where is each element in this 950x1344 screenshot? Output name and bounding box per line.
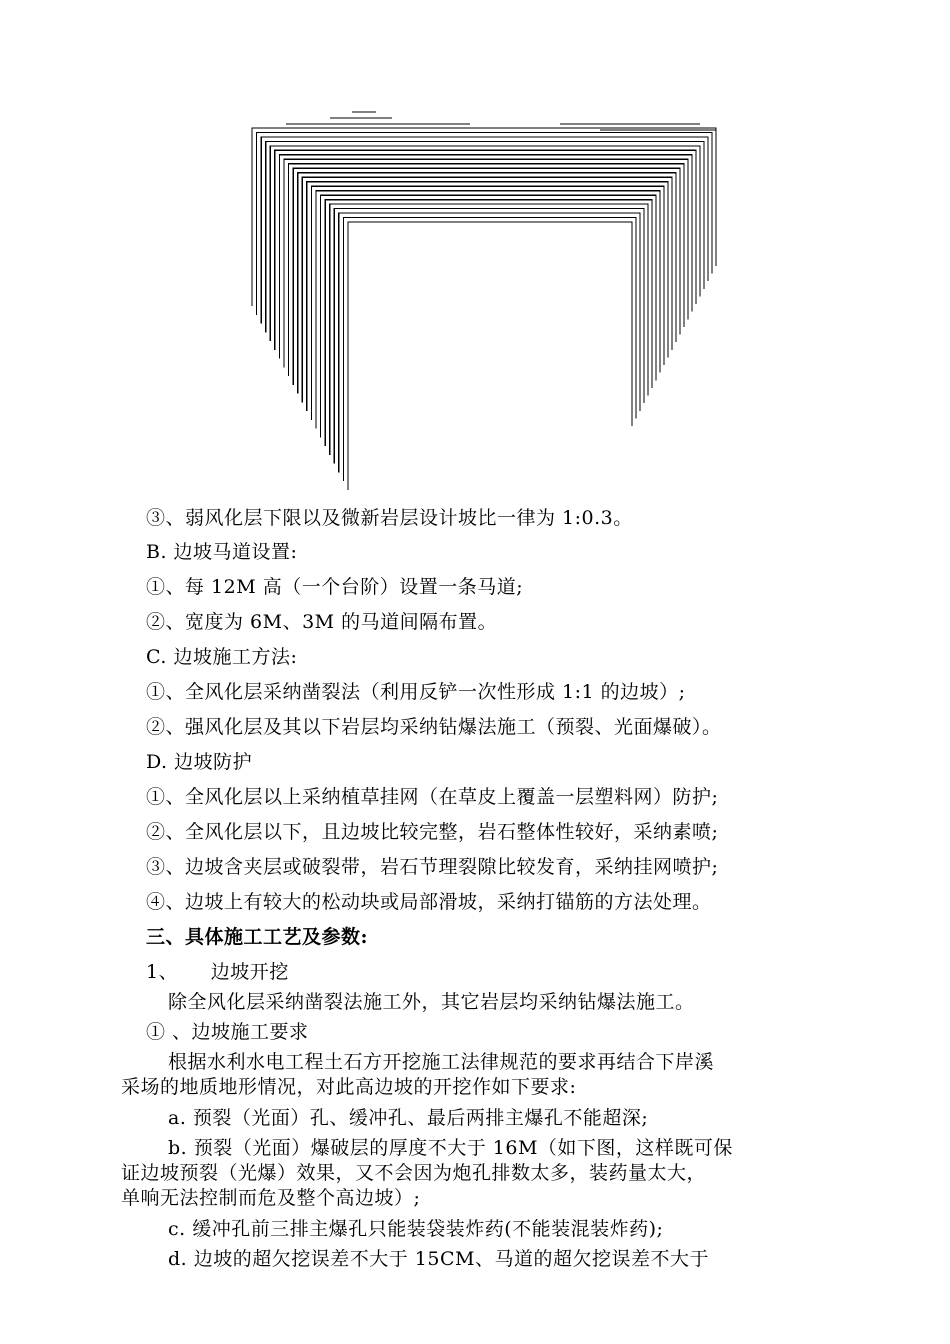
text-line-8: D. 边坡防护	[146, 751, 253, 773]
text-line-1: ③、弱风化层下限以及微新岩层设计坡比一律为 1:0.3。	[146, 507, 633, 529]
text-line-9: ①、全风化层以上采纳植草挂网（在草皮上覆盖一层塑料网）防护;	[146, 786, 719, 808]
requirements-heading: ① 、边坡施工要求	[146, 1021, 309, 1043]
text-line-10: ②、全风化层以下，且边坡比较完整，岩石整体性较好，采纳素喷;	[146, 821, 719, 843]
text-line-4: ②、宽度为 6M、3M 的马道间隔布置。	[146, 611, 498, 633]
item-a: a. 预裂（光面）孔、缓冲孔、最后两排主爆孔不能超深;	[168, 1107, 649, 1129]
item-b-line-2: 证边坡预裂（光爆）效果，又不会因为炮孔排数太多，装药量太大，	[121, 1162, 707, 1184]
text-line-6: ①、全风化层采纳凿裂法（利用反铲一次性形成 1:1 的边坡）;	[146, 681, 686, 703]
section-heading: 三、具体施工工艺及参数:	[146, 926, 369, 948]
item-c: c. 缓冲孔前三排主爆孔只能装袋装炸药(不能装混装炸药);	[168, 1218, 664, 1240]
item-b-line-3: 单响无法控制而危及整个高边坡）;	[121, 1187, 421, 1209]
item-d: d. 边坡的超欠挖误差不大于 15CM、马道的超欠挖误差不大于	[168, 1248, 709, 1270]
text-line-2: B. 边坡马道设置:	[146, 541, 298, 563]
text-line-5: C. 边坡施工方法:	[146, 646, 298, 668]
paragraph-line-3: 采场的地质地形情况，对此高边坡的开挖作如下要求:	[121, 1076, 577, 1098]
slope-diagram	[0, 0, 950, 500]
paragraph-line-1: 除全风化层采纳凿裂法施工外，其它岩层均采纳钻爆法施工。	[168, 991, 695, 1013]
text-line-12: ④、边坡上有较大的松动块或局部滑坡，采纳打锚筋的方法处理。	[146, 891, 712, 913]
item-b-line-1: b. 预裂（光面）爆破层的厚度不大于 16M（如下图，这样既可保	[168, 1137, 733, 1159]
text-line-7: ②、强风化层及其以下岩层均采纳钻爆法施工（预裂、光面爆破）。	[146, 716, 722, 738]
text-line-3: ①、每 12M 高（一个台阶）设置一条马道;	[146, 576, 524, 598]
paragraph-line-2: 根据水利水电工程土石方开挖施工法律规范的要求再结合下岸溪	[168, 1051, 715, 1073]
text-line-11: ③、边坡含夹层或破裂带，岩石节理裂隙比较发育，采纳挂网喷护;	[146, 856, 719, 878]
subsection-heading: 1、 边坡开挖	[146, 961, 289, 983]
